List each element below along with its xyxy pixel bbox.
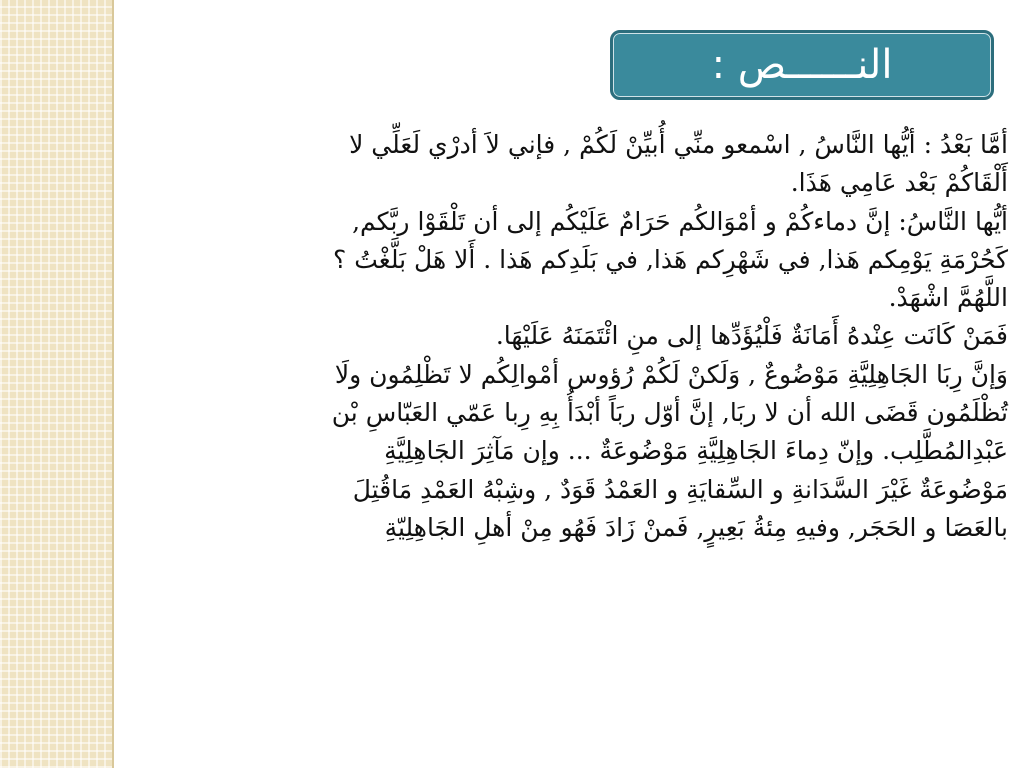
text-line: عَبْدِالمُطَّلِب. وإنّ دِماءَ الجَاهِلِيَّةِ مَوْضُوعَةٌ ... وإن مَآثِرَ الجَاهِلِيَّةِ (384, 436, 1008, 466)
page-title: النــــــص : (711, 42, 893, 88)
text-line: بالعَصَا و الحَجَر, وفيهِ مِئةُ بَعِيرٍ, فَمنْ زَادَ فَهُو مِنْ أهلِ الجَاهِلِيّةِ (384, 512, 1008, 542)
text-line: أمَّا بَعْدُ : أيُّها النَّاسُ , اسْمعو منِّي أُبيِّنْ لَكُمْ , فإني لاَ أدرْي لَعَلِّي لا (349, 130, 1008, 159)
text-body (116, 126, 1008, 547)
text-line: أَلْقَاكُمْ بَعْد عَامِي هَذَا. (790, 168, 1008, 198)
text-line: أيُّها النَّاسُ: إنَّ دماءكُمْ و أمْوَالكُم حَرَامٌ عَلَيْكُم إلى أن تَلْقَوْا ربَّكم, (352, 206, 1008, 236)
text-line: كَحُرْمَةِ يَوْمِكم هَذا, في شَهْرِكم هَذا, في بَلَدِكم هَذا . أَلا هَلْ بَلَّغْتُ ؟ (333, 244, 1008, 274)
text-line: اللَّهُمَّ اشْهَدْ. (888, 283, 1008, 313)
text-line: وَإنَّ رِبَا الجَاهِلِيَّةِ مَوْضُوعٌ , وَلَكنْ لَكُمْ رُؤوس أمْوالِكُم لا تَظْلِمُون ولَا (334, 359, 1008, 389)
text-line: فَمَنْ كَانَت عِنْدهُ أَمَانَةٌ فَلْيُؤَدِّها إلى منِ ائْتَمَنَهُ عَلَيْهَا. (495, 321, 1008, 351)
decorative-side-pattern (0, 0, 112, 768)
title-box (610, 30, 994, 100)
text-line: مَوْضُوعَةٌ غَيْرَ السَّدَانةِ و السِّقايَةِ و العَمْدُ قَوَدٌ , وشِبْهُ العَمْدِ مَاقُتِلَ (352, 474, 1008, 504)
text-line: تُظْلَمُون قَضَى الله أن لا ربَا, إنَّ أوّل ربَاً أبْدَأُ بِهِ رِبا عَمّي العَبّاسِ بْن (331, 398, 1008, 428)
side-divider (112, 0, 114, 768)
